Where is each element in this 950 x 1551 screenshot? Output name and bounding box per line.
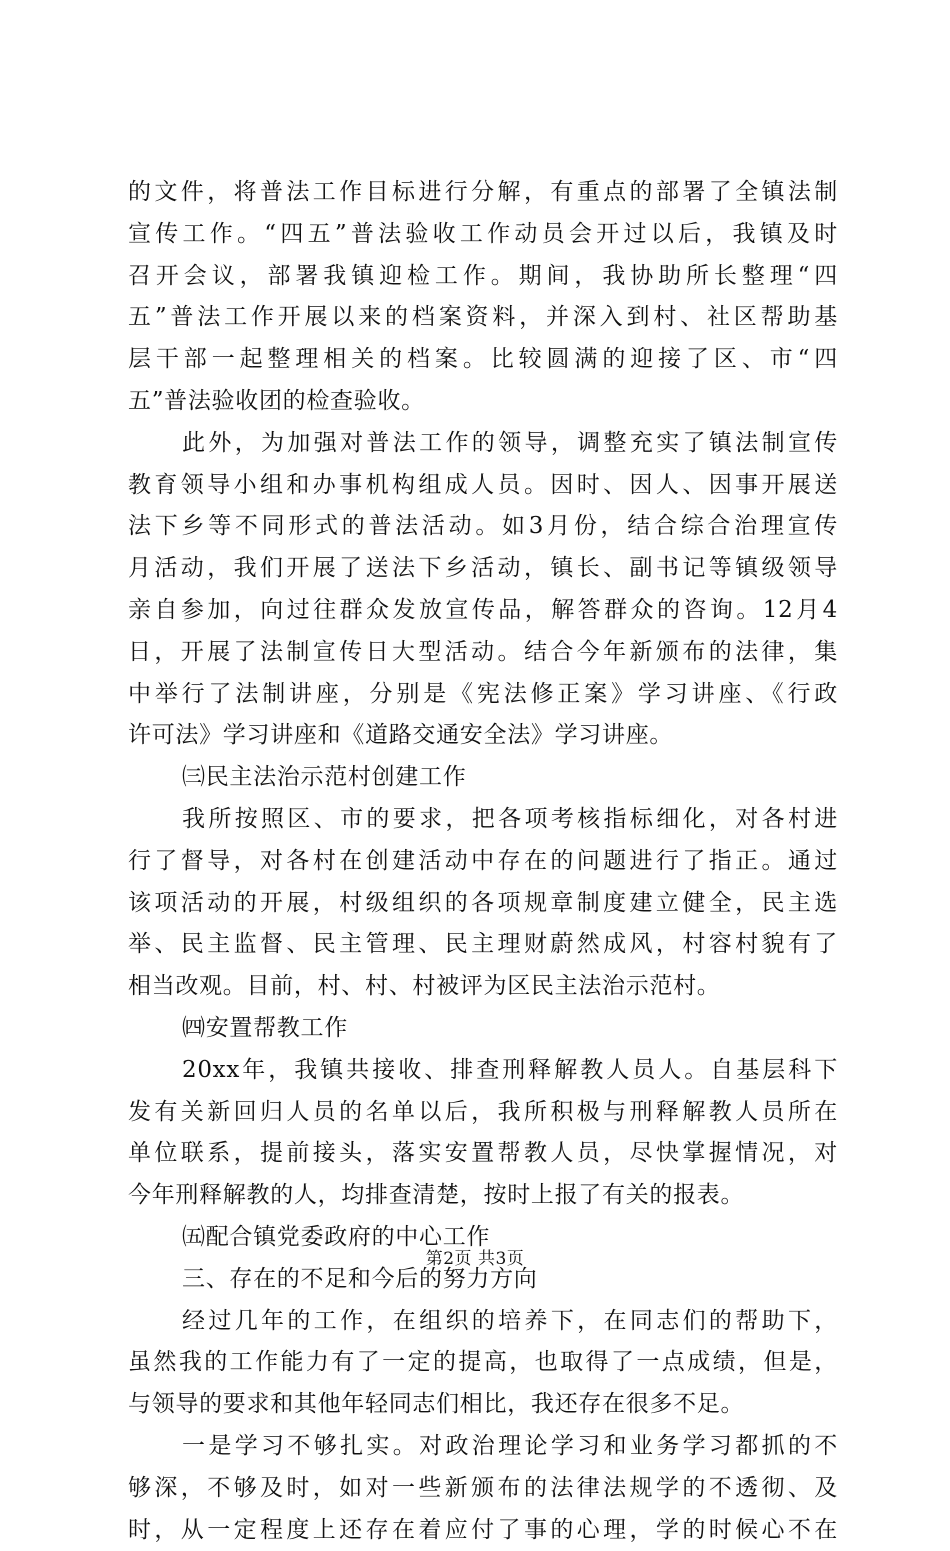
text-line: 虽然我的工作能力有了一定的提高，也取得了一点成绩，但是，	[128, 1342, 838, 1384]
text-line: 许可法》学习讲座和《道路交通安全法》学习讲座。	[128, 715, 838, 757]
text-line: 亲自参加，向过往群众发放宣传品，解答群众的咨询。12月4	[128, 590, 838, 632]
section-heading: ㈣安置帮教工作	[128, 1008, 838, 1050]
text-line: 该项活动的开展，村级组织的各项规章制度建立健全，民主选	[128, 883, 838, 925]
paragraph-start-line: 此外，为加强对普法工作的领导，调整充实了镇法制宣传	[128, 423, 838, 465]
text-line: 发有关新回归人员的名单以后，我所积极与刑释解教人员所在	[128, 1092, 838, 1134]
paragraph-start-line: 我所按照区、市的要求，把各项考核指标细化，对各村进	[128, 799, 838, 841]
text-line: 五”普法验收团的检查验收。	[128, 381, 838, 423]
text-line: 宣传工作。“四五”普法验收工作动员会开过以后，我镇及时	[128, 214, 838, 256]
text-line: 相当改观。目前，村、村、村被评为区民主法治示范村。	[128, 966, 838, 1008]
section-heading: ㈤配合镇党委政府的中心工作	[128, 1217, 838, 1259]
text-line: 与领导的要求和其他年轻同志们相比，我还存在很多不足。	[128, 1384, 838, 1426]
page-number-footer: 第2页 共3页	[0, 1244, 950, 1269]
text-line: 举、民主监督、民主管理、民主理财蔚然成风，村容村貌有了	[128, 924, 838, 966]
text-line: 月活动，我们开展了送法下乡活动，镇长、副书记等镇级领导	[128, 548, 838, 590]
paragraph-start-line: 一是学习不够扎实。对政治理论学习和业务学习都抓的不	[128, 1426, 838, 1468]
text-line: 时，从一定程度上还存在着应付了事的心理，学的时候心不在	[128, 1510, 838, 1551]
text-line: 单位联系，提前接头，落实安置帮教人员，尽快掌握情况，对	[128, 1133, 838, 1175]
text-line: 日，开展了法制宣传日大型活动。结合今年新颁布的法律，集	[128, 632, 838, 674]
text-line: 今年刑释解教的人，均排查清楚，按时上报了有关的报表。	[128, 1175, 838, 1217]
document-body	[128, 172, 838, 1551]
text-line: 够深，不够及时，如对一些新颁布的法律法规学的不透彻、及	[128, 1468, 838, 1510]
text-line: 行了督导，对各村在创建活动中存在的问题进行了指正。通过	[128, 841, 838, 883]
text-line: 层干部一起整理相关的档案。比较圆满的迎接了区、市“四	[128, 339, 838, 381]
text-line: 中举行了法制讲座，分别是《宪法修正案》学习讲座、《行政	[128, 674, 838, 716]
text-line: 五”普法工作开展以来的档案资料，并深入到村、社区帮助基	[128, 297, 838, 339]
text-line: 召开会议，部署我镇迎检工作。期间，我协助所长整理“四	[128, 256, 838, 298]
paragraph-start-line: 20xx年，我镇共接收、排查刑释解教人员人。自基层科下	[128, 1050, 838, 1092]
section-heading: 三、存在的不足和今后的努力方向	[128, 1259, 838, 1301]
paragraph-start-line: 经过几年的工作，在组织的培养下，在同志们的帮助下，	[128, 1301, 838, 1343]
text-line: 教育领导小组和办事机构组成人员。因时、因人、因事开展送	[128, 465, 838, 507]
text-line: 的文件，将普法工作目标进行分解，有重点的部署了全镇法制	[128, 172, 838, 214]
text-line: 法下乡等不同形式的普法活动。如3月份，结合综合治理宣传	[128, 506, 838, 548]
section-heading: ㈢民主法治示范村创建工作	[128, 757, 838, 799]
